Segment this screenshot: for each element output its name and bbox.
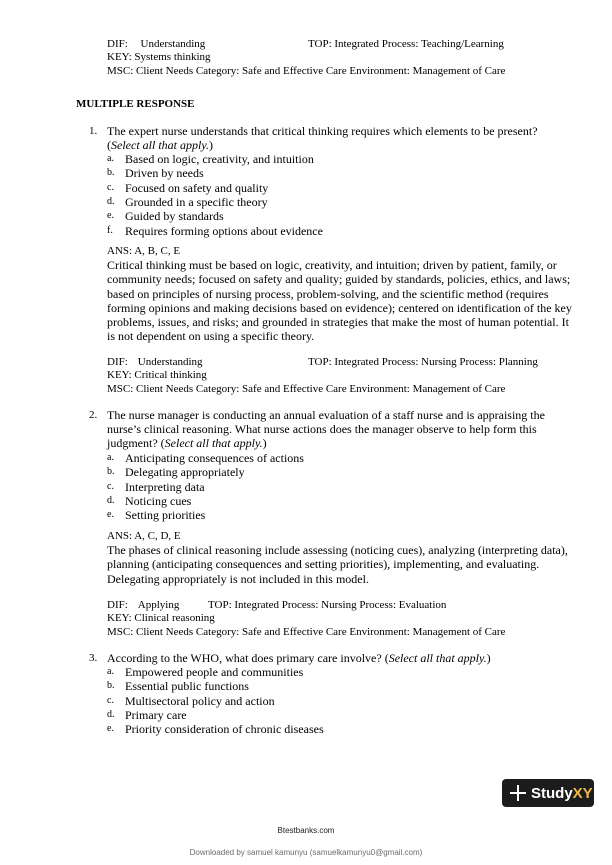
option-item: a. Based on logic, creativity, and intuition [107, 152, 314, 166]
option-item: d. Primary care [107, 707, 187, 722]
option-item: e. Priority consideration of chronic diseases [107, 722, 324, 737]
question-stem-line2: nurse’s clinical reasoning. What nurse actions does the manager observe to help form this [107, 422, 537, 436]
option-item: e. Guided by standards [107, 209, 224, 224]
option-item: c. Interpreting data [107, 479, 205, 494]
option-item: f. Requires forming options about evidence [107, 223, 323, 238]
option-item: d. Noticing cues [107, 493, 192, 508]
badge-brand: StudyXY [531, 784, 593, 802]
option-item: d. Grounded in a specific theory [107, 194, 268, 209]
meta-dif: DIF: Understanding [107, 356, 203, 368]
top-dif [107, 38, 205, 51]
question-stem-line2: (Select all that apply.) [107, 138, 213, 152]
top-msc: MSC: Client Needs Category: Safe and Effective Care Environment: Management of Care [107, 65, 506, 77]
meta-topic: TOP: Integrated Process: Nursing Process: Planning [308, 356, 538, 368]
dif-value: Understanding [140, 38, 206, 50]
question-stem: According to the WHO, what does primary care involve? (Select all that apply.) [107, 651, 491, 665]
option-item: b. Driven by needs [107, 166, 204, 181]
question-stem: The nurse manager is conducting an annual evaluation of a staff nurse and is appraising the [107, 408, 545, 422]
option-item: c. Focused on safety and quality [107, 180, 269, 195]
option-item: b. Essential public functions [107, 679, 249, 694]
question-stem-line3: judgment? (Select all that apply.) [107, 436, 267, 450]
options-list [107, 451, 507, 523]
option-item: e. Setting priorities [107, 508, 206, 523]
top-topic: TOP: Integrated Process: Teaching/Learning [308, 38, 504, 50]
option-item: a. Anticipating consequences of actions [107, 451, 304, 465]
meta-msc: MSC: Client Needs Category: Safe and Effective Care Environment: Management of Care [107, 383, 506, 395]
meta-key: KEY: Clinical reasoning [107, 612, 215, 624]
option-item: a. Empowered people and communities [107, 665, 304, 679]
question-number: 1. [89, 125, 98, 137]
question-stem: The expert nurse understands that critical thinking requires which elements to be present? [107, 124, 538, 138]
options-list [107, 665, 507, 737]
meta-msc: MSC: Client Needs Category: Safe and Effective Care Environment: Management of Care [107, 626, 506, 638]
rationale: The phases of clinical reasoning include assessing (noticing cues), analyzing (interpreting data), planning (anticipating consequences and setting priorities), implementing, and evaluating. Delegating appropriately is not included in this model. [107, 543, 568, 586]
options-list [107, 152, 507, 238]
answer-key: ANS: A, B, C, E [107, 245, 181, 257]
plus-icon [510, 785, 526, 801]
footer-downloaded: Downloaded by samuel kamunyu (samuelkamunyu0@gmail.com) [189, 848, 423, 857]
section-heading: MULTIPLE RESPONSE [76, 98, 195, 110]
meta-topic: TOP: Integrated Process: Nursing Process: Evaluation [208, 599, 447, 611]
answer-key: ANS: A, C, D, E [107, 530, 181, 542]
question-number: 2. [89, 409, 98, 421]
dif-label: DIF: [107, 38, 128, 50]
question-number: 3. [89, 652, 98, 664]
footer-site: Btestbanks.com [277, 826, 335, 835]
top-key: KEY: Systems thinking [107, 51, 211, 63]
meta-dif: DIF: Applying [107, 599, 180, 611]
option-item: c. Multisectoral policy and action [107, 693, 275, 708]
option-item: b. Delegating appropriately [107, 465, 245, 480]
studyxy-badge[interactable] [502, 779, 594, 807]
meta-key: KEY: Critical thinking [107, 369, 207, 381]
rationale: Critical thinking must be based on logic, creativity, and intuition; driven by patient, family, or community needs; focused on safety and quality; guided by standards, policies, ethics, and laws; based on principles of nursing process, problem-solving, and the scientific method (requires forming opinions and making decisions based on evidence); centered on identification of the key problems, issues, and risks; and grounded in strategies that make the most of human potential. It is not dependent on using a specific theory. [107, 258, 572, 344]
